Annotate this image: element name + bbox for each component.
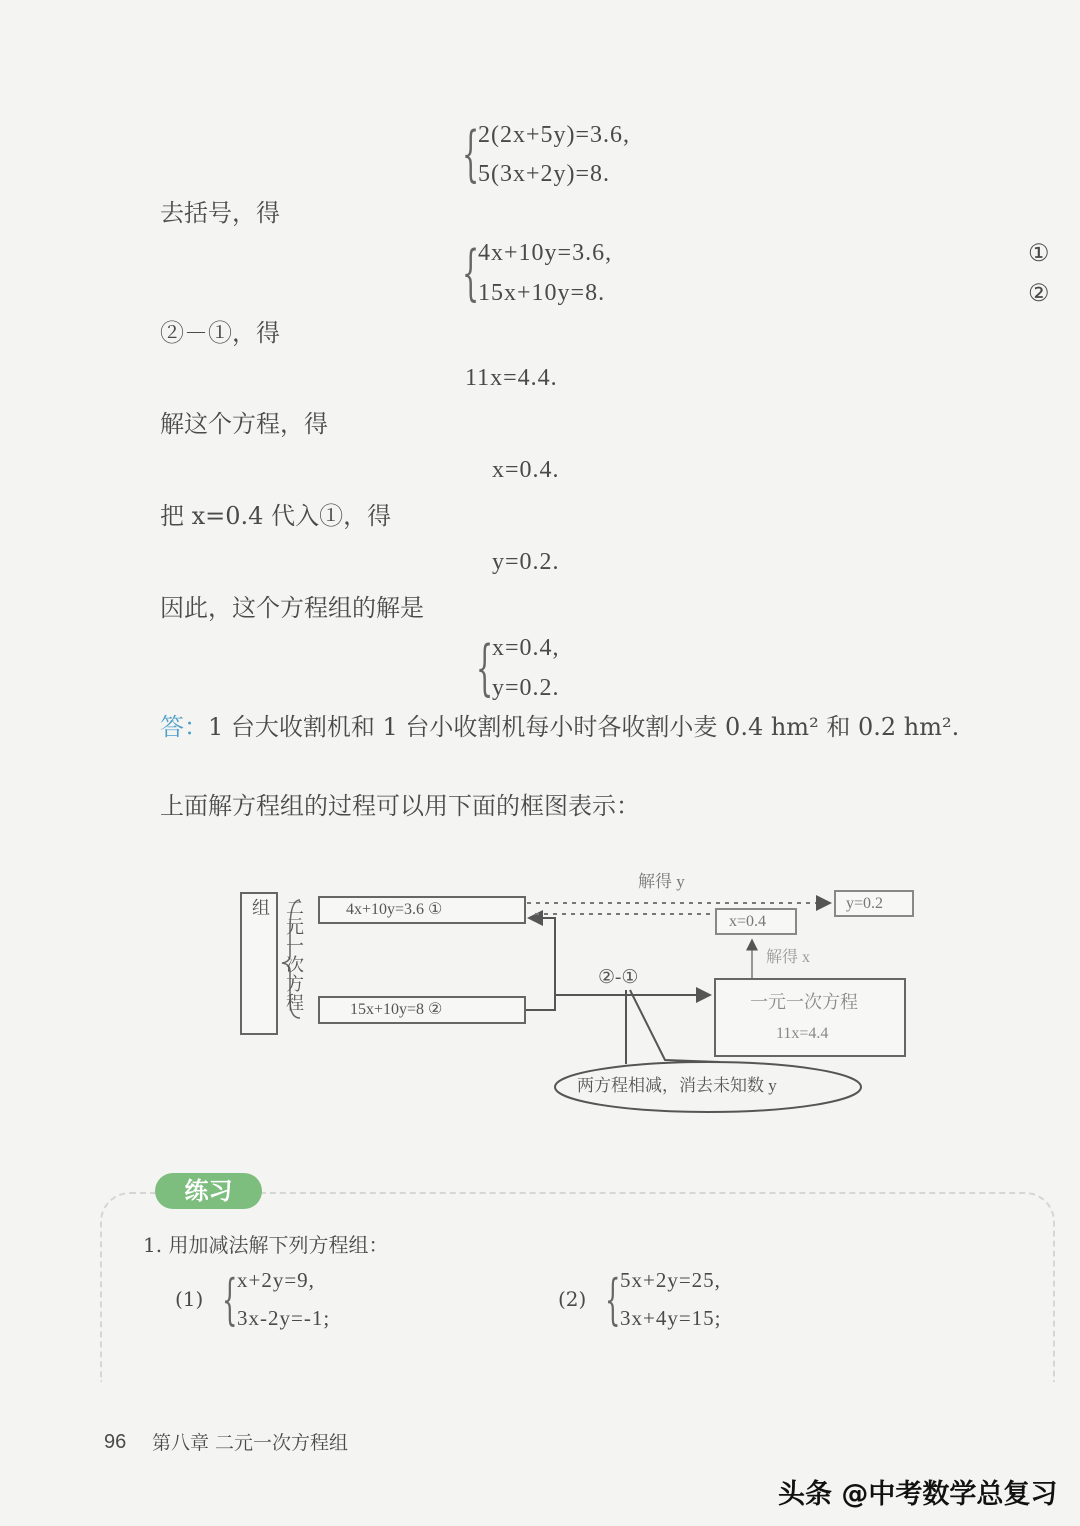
equation: 15x+10y=8. <box>478 280 606 306</box>
equation: 2(2x+5y)=3.6, <box>478 122 631 148</box>
equation: y=0.2. <box>492 549 560 575</box>
step-text: ②－①，得 <box>160 319 280 347</box>
y-result: y=0.2 <box>846 895 884 912</box>
system-label: 二元一次方程组 <box>249 898 304 1012</box>
step-text: 因此，这个方程组的解是 <box>160 594 424 622</box>
operation-label: ②-① <box>598 967 639 988</box>
x-result: x=0.4 <box>729 913 767 930</box>
equation: 3x-2y=-1; <box>237 1306 331 1330</box>
eq2-box <box>318 996 526 1024</box>
answer-text: 1 台大收割机和 1 台小收割机每小时各收割小麦 0.4 hm² 和 0.2 hm². <box>208 713 960 741</box>
equation: 11x=4.4. <box>465 365 558 391</box>
eq1-box <box>318 896 526 924</box>
equation: 3x+4y=15; <box>620 1306 722 1330</box>
brace: { <box>476 633 494 703</box>
equation: 4x+10y=3.6, <box>478 240 613 266</box>
step-text: 把 x=0.4 代入①，得 <box>160 502 392 530</box>
solve-y-label: 解得 y <box>638 872 685 891</box>
callout-text: 两方程相减，消去未知数 y <box>577 1076 777 1095</box>
brace: { <box>462 119 480 189</box>
answer-label: 答： <box>160 713 208 741</box>
linear-title: 一元一次方程 <box>750 992 858 1012</box>
equation: y=0.2. <box>492 675 560 701</box>
equation-label: ① <box>1028 239 1050 267</box>
linear-eq: 11x=4.4 <box>776 1025 829 1042</box>
brace: { <box>222 1268 238 1331</box>
y-result-box <box>834 890 914 917</box>
chapter-title: 第八章 二元一次方程组 <box>152 1432 349 1454</box>
brace: { <box>605 1268 621 1331</box>
eq1-text: 4x+10y=3.6 ① <box>346 901 443 918</box>
page-number: 96 <box>104 1431 127 1453</box>
eq2-text: 15x+10y=8 ② <box>350 1001 443 1018</box>
system-label-box <box>240 892 304 1035</box>
part-label: (2) <box>558 1287 587 1311</box>
exercise-question: 1. 用加减法解下列方程组： <box>143 1233 389 1257</box>
equation: x=0.4, <box>492 635 560 661</box>
exercise-tag: 练习 <box>155 1173 262 1209</box>
x-result-box <box>715 908 797 935</box>
linear-equation-box <box>714 978 906 1057</box>
watermark: 头条 @中考数学总复习 <box>778 1479 1058 1510</box>
solve-x-label: 解得 x <box>766 949 811 966</box>
equation: 5x+2y=25, <box>620 1268 721 1292</box>
equation: x=0.4. <box>492 457 560 483</box>
equation: x+2y=9, <box>237 1268 315 1292</box>
part-label: (1) <box>175 1287 204 1311</box>
step-text: 去括号，得 <box>160 199 280 227</box>
equation-label: ② <box>1028 279 1050 307</box>
brace: { <box>462 238 480 308</box>
diagram-intro: 上面解方程组的过程可以用下面的框图表示： <box>160 792 640 820</box>
equation: 5(3x+2y)=8. <box>478 161 611 187</box>
step-text: 解这个方程，得 <box>160 410 328 438</box>
